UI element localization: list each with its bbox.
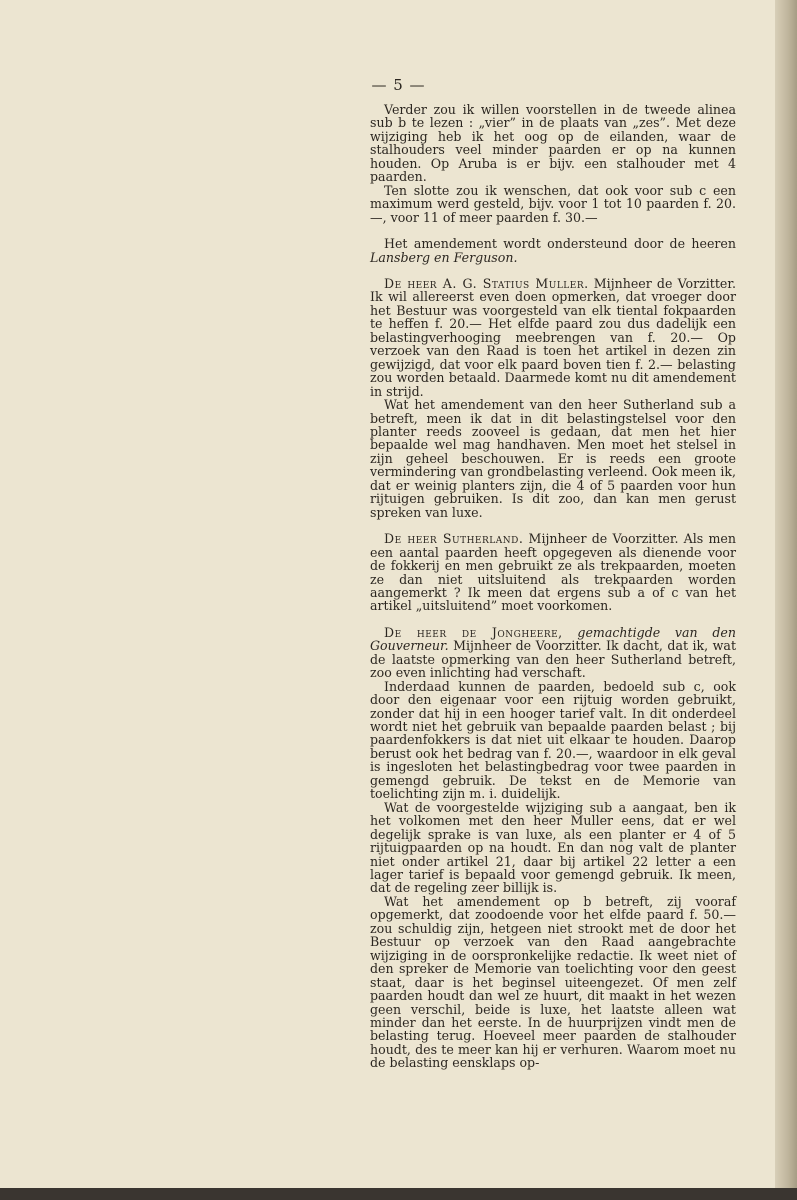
speaker-name: De heer de Jongheere, — [384, 624, 563, 640]
speech-text: Mijnheer de Voorzitter. Ik dacht, dat ik, wat de laatste opmerking van den heer Sutherland betreft, zoo even inlichting had verschaft. — [370, 638, 736, 681]
speaker-role: gemachtigde van den Gouverneur. — [370, 624, 736, 654]
paragraph: Wat de voorgestelde wijziging sub a aangaat, ben ik het volkomen met den heer Muller eens, dat er wel degelijk sprake is van luxe, als een planter er 4 of 5 rijtuigpaarden op na houdt. En dan nog valt de planter niet onder artikel 21, daar bij artikel 22 letter a een lager tarief is bepaald voor gemengd gebruik. Ik meen, dat de regeling zeer billijk is. — [370, 799, 736, 896]
speaker-name: De heer Sutherland. — [384, 531, 524, 547]
paragraph — [370, 277, 736, 398]
speech-text: Mijnheer de Vorzitter. Ik wil allereerst even doen opmerken, dat vroeger door het Bestuur was voorgesteld van elk tiental fokpaarden te heffen f. 20.— Het elfde paard zou dus dadelijk een belastingverhooging meebrengen van f. 20.— Op verzoek van den Raad is toen het artikel in dezen zin gewijzigd, dat voor elk paard boven tien f. 2.— belasting zou worden betaald. Daarmede komt nu dit amendement in strijd. — [370, 275, 736, 399]
scan-border-bottom — [0, 1188, 797, 1200]
paragraph: Wat het amendement van den heer Sutherland sub a betreft, meen ik dat in dit belastingstelsel voor den planter reeds zooveel is gedaan, dat men het hier bepaalde wel mag handhaven. Men moet het stelsel in zijn geheel beschouwen. Er is reeds een groote vermindering van grondbelasting verleend. Ook meen ik, dat er weinig planters zijn, die 4 of 5 paarden voor hun rijtuigen gebruiken. Is dit zoo, dan kan men gerust spreken van luxe. — [370, 397, 736, 520]
page-edge — [775, 0, 797, 1200]
seconding-members: Lansberg en Ferguson. — [370, 249, 518, 265]
paragraph-lead: Het amendement wordt ondersteund door de heeren — [384, 236, 736, 252]
paragraph: Wat het amendement op b betreft, zij vooraf opgemerkt, dat zoodoende voor het elfde paard f. 50.— zou schuldig zijn, hetgeen niet strookt met de door het Bestuur op verzoek van den Raad aangebrachte wijziging in de oorspronkelijke redactie. Ik weet niet of den spreker de Memorie van toelichting voor den geest staat, daar is het beginsel uiteengezet. Of men zelf paarden houdt dan wel ze huurt, dit maakt in het wezen geen verschil, beide is luxe, het laatste alleen wat minder dan het eerste. In de huurprijzen vindt men de belasting terug. Hoeveel meer paarden de stalhouder houdt, des te meer kan hij er verhuren. Waarom moet nu de belasting eensklaps op- — [370, 893, 736, 1071]
speaker-name: De heer A. G. Statius Muller. — [384, 275, 589, 291]
paragraph — [370, 237, 736, 264]
body-text — [370, 103, 736, 1070]
speech-text: Mijnheer de Voorzitter. Als men een aantal paarden heeft opgegeven als dienende voor de fokkerij en men gebruikt ze als trekpaarden, moeten ze dan niet uitsluitend als trekpaarden worden aangemerkt ? Ik meen dat ergens sub a of c van het artikel „uitsluitend” moet voorkomen. — [370, 531, 736, 614]
paragraph: Ten slotte zou ik wenschen, dat ook voor sub c een maximum werd gesteld, bijv. voor 1 tot 10 paarden f. 20.—, voor 11 of meer paarden f. 30.— — [370, 182, 736, 225]
paragraph — [370, 626, 736, 680]
paragraph — [370, 532, 736, 613]
paragraph: Verder zou ik willen voorstellen in de tweede alinea sub b te lezen : „vier” in de plaats van „zes”. Met deze wijziging heb ik het oog op de eilanden, waar de stalhouders veel minder paarden er op na kunnen houden. Op Aruba is er bijv. een stalhouder met 4 paarden. — [370, 102, 736, 185]
paragraph: Inderdaad kunnen de paarden, bedoeld sub c, ook door den eigenaar voor een rijtuig worden gebruikt, zonder dat hij in een hooger tarief valt. In dit onderdeel wordt niet het gebruik van bepaalde paarden belast ; bij paardenfokkers is dat niet uit elkaar te houden. Daarop berust ook het bedrag van f. 20.—, waardoor in elk geval is ingesloten het belastingbedrag voor twee paarden in gemengd gebruik. De tekst en de Memorie van toelichting zijn m. i. duidelijk. — [370, 678, 736, 802]
page-number: — 5 — — [371, 76, 426, 94]
